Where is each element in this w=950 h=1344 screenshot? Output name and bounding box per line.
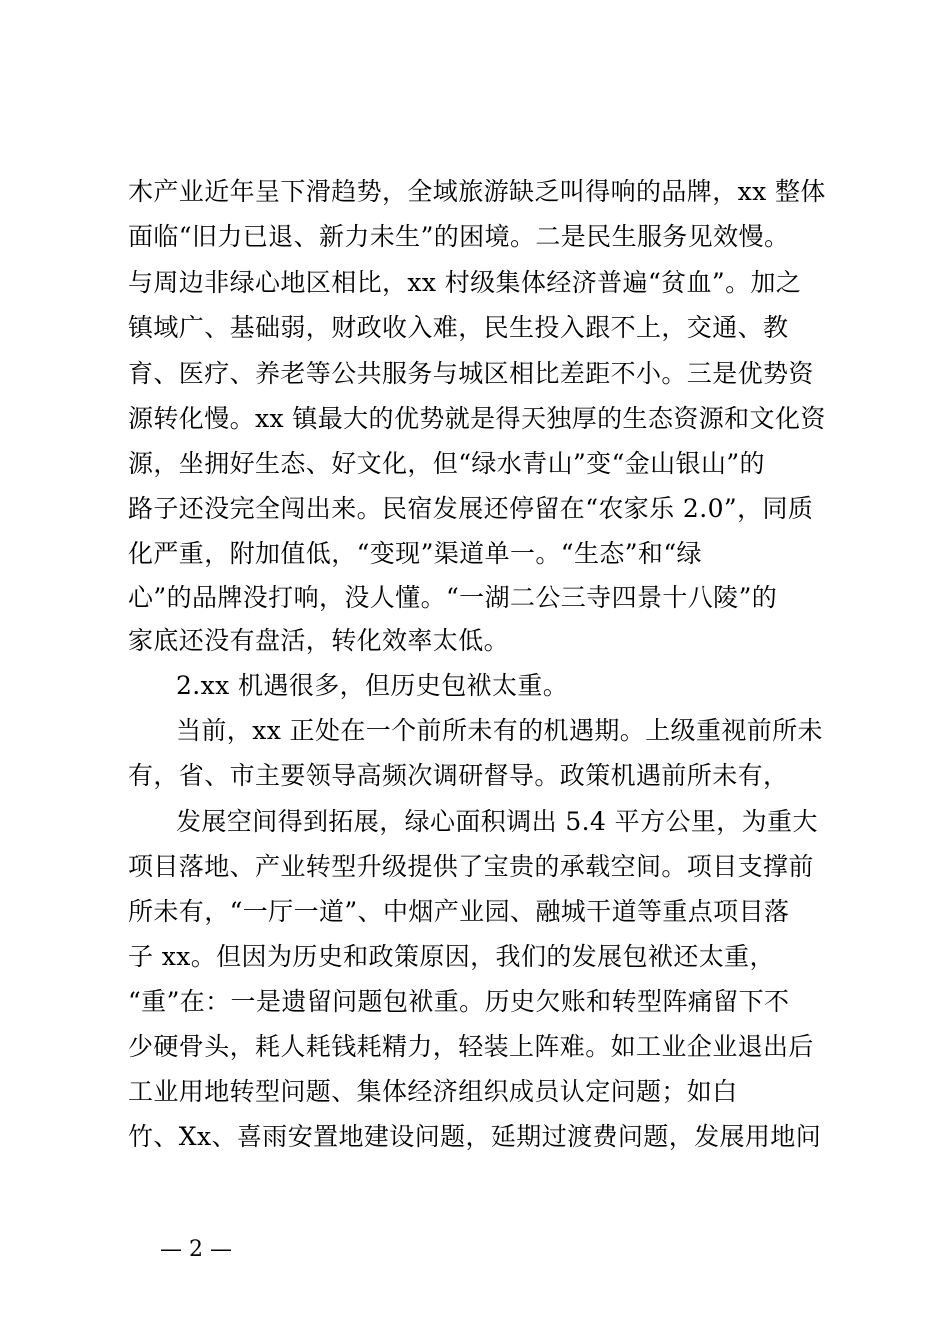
paragraph-first-line: 发展空间得到拓展，绿心面积调出 5.4 平方公里，为重大: [176, 807, 818, 836]
text-line: 与周边非绿心地区相比，xx 村级集体经济普遍“贫血”。加之: [128, 268, 802, 297]
text-line: 子 xx。但因为历史和政策原因，我们的发展包袱还太重，: [128, 942, 775, 971]
text-line: 木产业近年呈下滑趋势，全域旅游缺乏叫得响的品牌，xx 整体: [128, 177, 826, 206]
text-line: 路子还没完全闯出来。民宿发展还停留在“农家乐 2.0”，同质: [128, 494, 814, 523]
text-line: 项目落地、产业转型升级提供了宝贵的承载空间。项目支撑前: [128, 852, 814, 881]
text-line: 少硬骨头，耗人耗钱耗精力，轻装上阵难。如工业企业退出后: [128, 1032, 814, 1061]
paragraph-first-line: 当前，xx 正处在一个前所未有的机遇期。上级重视前所未: [176, 716, 823, 745]
page-number: — 2 —: [160, 1237, 232, 1262]
text-line: 竹、Xx、喜雨安置地建设问题，延期过渡费问题，发展用地问: [128, 1122, 822, 1151]
section-heading: 2.xx 机遇很多，但历史包袱太重。: [176, 671, 569, 700]
text-line: 所未有，“一厅一道”、中烟产业园、融城干道等重点项目落: [128, 897, 790, 926]
text-line: 源，坐拥好生态、好文化，但“绿水青山”变“金山银山”的: [128, 449, 765, 478]
text-line: 镇域广、基础弱，财政收入难，民生投入跟不上，交通、教: [128, 313, 789, 342]
text-line: 工业用地转型问题、集体经济组织成员认定问题；如白: [128, 1077, 738, 1106]
text-line: 面临“旧力已退、新力未生”的困境。二是民生服务见效慢。: [128, 222, 790, 251]
text-line: 育、医疗、养老等公共服务与城区相比差距不小。三是优势资: [128, 359, 814, 388]
text-line: 心”的品牌没打响，没人懂。“一湖二公三寺四景十八陵”的: [128, 583, 778, 612]
text-line: 家底还没有盘活，转化效率太低。: [128, 626, 510, 655]
text-line: “重”在：一是遗留问题包袱重。历史欠账和转型阵痛留下不: [128, 987, 790, 1016]
text-line: 有，省、市主要领导高频次调研督导。政策机遇前所未有，: [128, 761, 789, 790]
text-line: 源转化慢。xx 镇最大的优势就是得天独厚的生态资源和文化资: [128, 404, 826, 433]
text-line: 化严重，附加值低，“变现”渠道单一。“生态”和“绿: [128, 539, 702, 568]
